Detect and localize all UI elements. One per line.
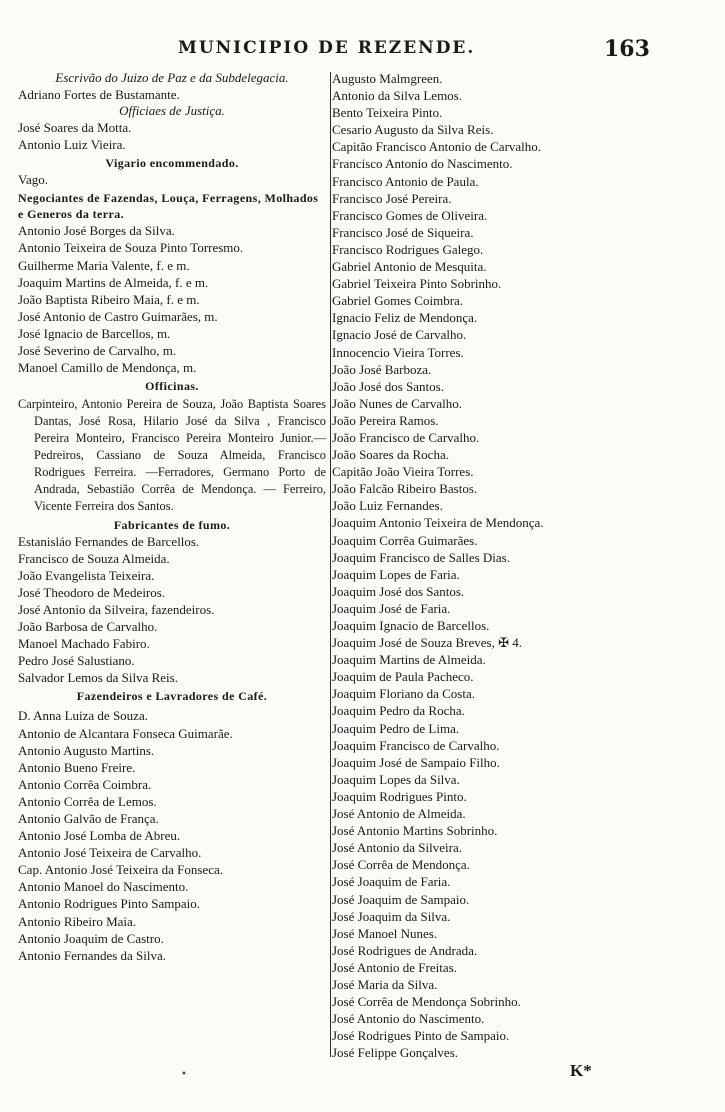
list-item: Ignacio José de Carvalho.	[332, 327, 467, 343]
list-item: José Severino de Carvalho, m.	[18, 343, 177, 359]
list-item: Joaquim Lopes de Faria.	[332, 566, 460, 582]
list-item: Antonio Teixeira de Souza Pinto Torresmo.	[18, 240, 244, 256]
list-item: Joaquim José de Sampaio Filho.	[332, 754, 500, 770]
page-header	[0, 38, 725, 62]
list-item: José Rodrigues Pinto de Sampaio.	[332, 1028, 510, 1044]
list-item: José Soares da Motta.	[18, 120, 132, 136]
list-item: Antonio Luiz Vieira.	[18, 137, 126, 153]
list-item: Joaquim Antonio Teixeira de Mendonça.	[332, 515, 544, 531]
list-item: Antonio Corrêa Coimbra.	[18, 776, 152, 792]
list-item: Guilherme Maria Valente, f. e m.	[18, 257, 190, 273]
list-item: Francisco Antonio de Paula.	[332, 173, 479, 189]
list-item: Francisco de Souza Almeida.	[18, 550, 170, 566]
list-item: Gabriel Teixeira Pinto Sobrinho.	[332, 276, 502, 292]
list-item: José Antonio Martins Sobrinho.	[332, 823, 498, 839]
list-item: Salvador Lemos da Silva Reis.	[18, 670, 178, 686]
list-item: José Corrêa de Mendonça.	[332, 857, 470, 873]
page-title: MUNICIPIO DE REZENDE.	[178, 38, 476, 58]
list-item: Francisco José Pereira.	[332, 190, 452, 206]
list-item: Innocencio Vieira Torres.	[332, 344, 464, 360]
list-item: João Evangelista Teixeira.	[18, 567, 155, 583]
negociantes-heading: Negociantes de Fazendas, Louça, Ferragens, Molhados e Generos da terra.	[18, 191, 319, 222]
list-item: João Luiz Fernandes.	[332, 498, 443, 514]
list-item: Joaquim Lopes da Silva.	[332, 771, 460, 787]
list-item: Antonio Joaquim de Castro.	[18, 930, 164, 946]
list-item: João Barbosa de Carvalho.	[18, 619, 158, 635]
list-item: José Joaquim de Faria.	[332, 874, 451, 890]
list-item: José Joaquim de Sampaio.	[332, 891, 470, 907]
list-item: Pedro José Salustiano.	[18, 653, 135, 669]
list-item: Joaquim Floriano da Costa.	[332, 686, 475, 702]
page-number: 163	[604, 36, 650, 62]
list-item: Gabriel Antonio de Mesquita.	[332, 259, 487, 275]
list-item: Ignacio Feliz de Mendonça.	[332, 310, 478, 326]
list-item: Joaquim Martins de Almeida, f. e m.	[18, 274, 209, 290]
list-item: José Felippe Gonçalves.	[332, 1045, 459, 1061]
list-item: José Ignacio de Barcellos, m.	[18, 325, 171, 341]
list-item: José Antonio de Almeida.	[332, 806, 466, 822]
list-item: Joaquim Pedro da Rocha.	[332, 703, 465, 719]
column-divider	[330, 72, 331, 1057]
list-item: Antonio José Borges da Silva.	[18, 223, 175, 239]
list-item: José Theodoro de Medeiros.	[18, 584, 166, 600]
list-item: José Maria da Silva.	[332, 976, 438, 992]
vigario-value: Vago.	[18, 172, 48, 188]
escrivao-name: Adriano Fortes de Bustamante.	[18, 87, 180, 102]
fabricantes-heading: Fabricantes de fumo.	[113, 517, 231, 532]
list-item: Gabriel Gomes Coimbra.	[332, 293, 464, 309]
list-item: Antonio da Silva Lemos.	[332, 88, 462, 104]
list-item: Joaquim Francisco de Carvalho.	[332, 737, 500, 753]
list-item: José Manoel Nunes.	[332, 925, 438, 941]
list-item: João José Barboza.	[332, 361, 432, 377]
list-item: D. Anna Luiza de Souza.	[18, 708, 148, 724]
signature-mark: K*	[570, 1061, 592, 1080]
list-item: Antonio Ribeiro Maia.	[18, 913, 137, 929]
right-column	[332, 70, 622, 1061]
list-item: José Antonio da Silveira, fazendeiros.	[18, 601, 215, 617]
fazendeiros-heading: Fazendeiros e Lavradores de Café.	[76, 689, 268, 704]
list-item: Francisco Antonio do Nascimento.	[332, 156, 513, 172]
list-item: Joaquim José de Faria.	[332, 600, 451, 616]
list-item: Joaquim Corrêa Guimarães.	[332, 532, 478, 548]
list-item: Francisco Rodrigues Galego.	[332, 241, 484, 257]
list-item: Antonio José Teixeira de Carvalho.	[18, 845, 202, 861]
list-item: Antonio José Lomba de Abreu.	[18, 828, 181, 844]
list-item: José Rodrigues de Andrada.	[332, 942, 478, 958]
list-item: Antonio Fernandes da Silva.	[18, 947, 167, 963]
left-column	[18, 70, 326, 964]
list-item: Antonio Corrêa de Lemos.	[18, 793, 157, 809]
list-item: Joaquim Rodrigues Pinto.	[332, 788, 467, 804]
vigario-heading: Vigario encommendado.	[105, 156, 239, 171]
list-item: Manoel Camillo de Mendonça, m.	[18, 360, 197, 376]
list-item: João José dos Santos.	[332, 378, 444, 394]
list-item: Capitão João Vieira Torres.	[332, 464, 474, 480]
list-item: Antonio Manoel do Nascimento.	[18, 879, 189, 895]
list-item: Capitão Francisco Antonio de Carvalho.	[332, 139, 542, 155]
stray-mark: •	[181, 1069, 187, 1080]
list-item: Joaquim Martins de Almeida.	[332, 652, 486, 668]
list-item: João Pereira Ramos.	[332, 412, 439, 428]
list-item: Joaquim de Paula Pacheco.	[332, 669, 474, 685]
list-item: Estanisláo Fernandes de Barcellos.	[18, 533, 200, 549]
list-item: Joaquim Francisco de Salles Dias.	[332, 549, 510, 565]
list-item: José Antonio de Freitas.	[332, 959, 457, 975]
list-item: Cap. Antonio José Teixeira da Fonseca.	[18, 862, 224, 878]
escrivao-heading: Escrivão do Juizo de Paz e da Subdelegacia.	[55, 70, 289, 85]
list-item: Antonio de Alcantara Fonseca Guimarãe.	[18, 725, 233, 741]
list-item: Antonio Galvão de França.	[18, 810, 159, 826]
list-item: Bento Teixeira Pinto.	[332, 105, 443, 121]
officiaes-heading: Officiaes de Justiça.	[119, 103, 225, 119]
list-item: José Antonio de Castro Guimarães, m.	[18, 308, 218, 324]
list-item: Joaquim Ignacio de Barcellos.	[332, 618, 490, 633]
list-item: José Antonio do Nascimento.	[332, 1011, 485, 1027]
list-item: Manoel Machado Fabiro.	[18, 636, 150, 652]
list-item: José Corrêa de Mendonça Sobrinho.	[332, 994, 521, 1010]
list-item: João Nunes de Carvalho.	[332, 395, 462, 411]
list-item: José Antonio da Silveira.	[332, 840, 462, 856]
list-item: Antonio Bueno Freire.	[18, 759, 136, 775]
list-item: Francisco Gomes de Oliveira.	[332, 207, 488, 223]
list-item: Antonio Augusto Martins.	[18, 742, 155, 758]
list-item: Antonio Rodrigues Pinto Sampaio.	[18, 896, 200, 912]
list-item: João Falcão Ribeiro Bastos.	[332, 481, 478, 497]
officinas-heading: Officinas.	[145, 379, 199, 394]
officinas-paragraph: Carpinteiro, Antonio Pereira de Souza, João Baptista Soares Dantas, José Rosa, Hilario José da Silva , Francisco Pereira Monteiro, Francisco Pereira Monteiro Junior.— Pedreiros, Cassiano de Souza Almeida, Francisco Rodrigues Ferreira. —Ferradores, Germano Porto de Andrada, Sebastião Corrêa de Mendonça. — Ferreiro, Vicente Ferreira dos Santos.	[18, 397, 326, 513]
list-item: João Baptista Ribeiro Maia, f. e m.	[18, 291, 200, 307]
list-item: Joaquim José de Souza Breves, ✠ 4.	[332, 635, 522, 651]
list-item: João Soares da Rocha.	[332, 447, 449, 463]
list-item: José Joaquim da Silva.	[332, 908, 451, 924]
list-item: João Francisco de Carvalho.	[332, 429, 480, 445]
list-item: Francisco José de Siqueira.	[332, 224, 474, 240]
list-item: Joaquim Pedro de Lima.	[332, 720, 460, 736]
list-item: Cesario Augusto da Silva Reis.	[332, 122, 494, 138]
list-item: Joaquim José dos Santos.	[332, 583, 465, 599]
list-item: Augusto Malmgreen.	[332, 71, 443, 86]
